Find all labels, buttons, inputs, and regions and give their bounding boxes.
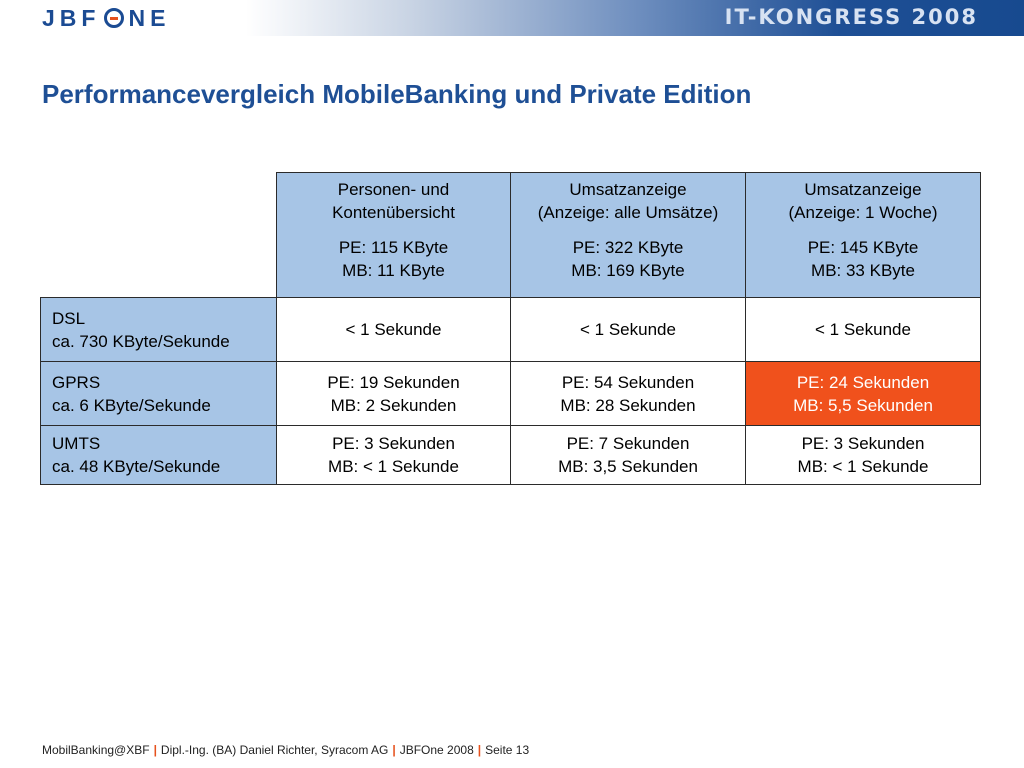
slide-title: Performancevergleich MobileBanking und Private Edition [42, 79, 752, 109]
row-header [41, 426, 277, 485]
row-name: UMTS [52, 434, 101, 453]
footer-separator: | [392, 743, 396, 757]
cell-value: < 1 Sekunde [815, 320, 911, 339]
footer [42, 743, 529, 757]
column-subtitle: Kontenübersicht [332, 203, 455, 222]
header-band [0, 0, 1024, 36]
column-subtitle: (Anzeige: 1 Woche) [788, 203, 938, 222]
cell-pe: PE: 24 Sekunden [796, 372, 930, 392]
table-cell [511, 362, 746, 426]
cell-mb: MB: 5,5 Sekunden [793, 395, 933, 415]
performance-table [40, 172, 981, 485]
cell-mb: MB: 3,5 Sekunden [558, 457, 698, 476]
cell-pe: PE: 3 Sekunden [332, 434, 455, 453]
table-cell [511, 426, 746, 485]
column-title: Umsatzanzeige [569, 180, 687, 199]
row-speed: ca. 730 KByte/Sekunde [52, 331, 230, 351]
row-name: GPRS [52, 372, 101, 392]
footer-project: MobilBanking@XBF [42, 743, 150, 757]
table-row-gprs [41, 362, 981, 426]
cell-pe: PE: 7 Sekunden [566, 434, 690, 453]
table-row-dsl [41, 298, 981, 362]
column-pe-size: PE: 322 KByte [572, 238, 684, 257]
row-name: DSL [52, 308, 86, 328]
column-mb-size: MB: 11 KByte [342, 261, 445, 280]
column-mb-size: MB: 169 KByte [571, 261, 685, 280]
highlighted-cell [746, 362, 981, 426]
cell-pe: PE: 3 Sekunden [801, 434, 925, 453]
footer-event: JBFOne 2008 [399, 743, 474, 757]
cell-mb: MB: 2 Sekunden [330, 395, 457, 415]
cell-value: < 1 Sekunde [580, 320, 676, 339]
cell-value: < 1 Sekunde [345, 320, 442, 339]
table-cell [746, 426, 981, 485]
footer-author: Dipl.-Ing. (BA) Daniel Richter, Syracom AG [160, 743, 389, 757]
row-header [41, 298, 277, 362]
column-header [277, 173, 511, 298]
column-title: Personen- und [337, 180, 450, 199]
footer-page-number: Seite 13 [485, 743, 530, 757]
table-cell [277, 298, 511, 362]
footer-separator: | [153, 743, 157, 757]
logo-o-icon [104, 8, 124, 28]
cell-mb: MB: < 1 Sekunde [328, 457, 459, 476]
column-pe-size: PE: 115 KByte [338, 238, 449, 257]
table-cell [511, 298, 746, 362]
column-mb-size: MB: 33 KByte [811, 261, 915, 280]
logo-text-left: JBF [42, 4, 101, 31]
cell-pe: PE: 54 Sekunden [561, 372, 695, 392]
row-header [41, 362, 277, 426]
cell-mb: MB: < 1 Sekunde [797, 457, 929, 476]
table-row-umts [41, 426, 981, 485]
row-speed: ca. 48 KByte/Sekunde [52, 457, 221, 476]
footer-separator: | [477, 743, 482, 757]
column-title: Umsatzanzeige [804, 180, 922, 199]
table-header-row [41, 173, 981, 298]
cell-mb: MB: 28 Sekunden [560, 395, 696, 415]
column-header [746, 173, 981, 298]
table-corner [41, 173, 277, 298]
column-header [511, 173, 746, 298]
table-cell [746, 298, 981, 362]
column-subtitle: (Anzeige: alle Umsätze) [537, 203, 719, 222]
logo-text-right: NE [128, 4, 171, 31]
table-cell [277, 426, 511, 485]
column-pe-size: PE: 145 KByte [807, 238, 919, 257]
cell-pe: PE: 19 Sekunden [327, 372, 460, 392]
row-speed: ca. 6 KByte/Sekunde [52, 395, 211, 415]
event-title: IT-KONGRESS 2008 [724, 5, 978, 29]
jbfone-logo [42, 4, 170, 32]
table-cell [277, 362, 511, 426]
